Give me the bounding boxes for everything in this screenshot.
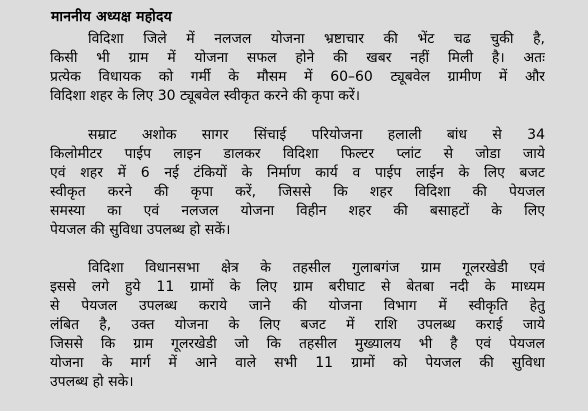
paragraph-line: विदिशा विधानसभा क्षेत्र के तहसील गुलाबगंज ग्राम गूलरखेडी एवं — [88, 260, 545, 276]
paragraph-line: विदिशा शहर के लिए 30 ट्यूबवेल स्वीकृत करने की कृपा करें। — [50, 88, 361, 104]
paragraph-line: सम्राट अशोक सागर सिंचाई परियोजना हलाली बांध से 34 — [88, 127, 545, 143]
paragraph-line: से पेयजल उपलब्ध कराये जाने की योजना विभाग में स्वीकृति हेतु — [50, 298, 545, 314]
paragraph-line: स्वीकृत करने की कृपा करें, जिससे कि शहर विदिशा की पेयजल — [50, 184, 545, 200]
paragraph-2 — [50, 126, 545, 240]
paragraph-3 — [50, 259, 545, 392]
paragraph-1 — [50, 30, 545, 106]
paragraph-line: विदिशा जिले में नलजल योजना भ्रष्टाचार की भेंट चढ चुकी है, — [88, 31, 545, 47]
paragraph-line: इससे लगे हुये 11 ग्रामों के लिए ग्राम बरीघाट से बेतबा नदी के माध्यम — [50, 279, 545, 295]
salutation-heading: माननीय अध्यक्ष महोदय — [51, 9, 172, 25]
paragraph-line: पेयजल की सुविधा उपलब्ध हो सकें। — [50, 222, 231, 238]
paragraph-line: उपलब्ध हो सके। — [50, 374, 134, 390]
paragraph-line: एवं शहर में 6 नई टंकियों के निर्माण कार्य व पाईप लाईन के लिए बजट — [50, 165, 545, 181]
paragraph-line: प्रत्येक विधायक को गर्मी के मौसम में 60–60 ट्यूबवेल ग्रामीण में और — [50, 69, 545, 85]
paragraph-line: किसी भी ग्राम में योजना सफल होने की खबर नहीं मिली है। अतः — [50, 50, 545, 66]
paragraph-line: किलोमीटर पाईप लाइन डालकर विदिशा फिल्टर प्लांट से जोडा जाये — [50, 146, 545, 162]
paragraph-line: समस्या का एवं नलजल योजना विहीन शहर की बसाहटों के लिए — [50, 203, 545, 219]
paragraph-line: योजना के मार्ग में आने वाले सभी 11 ग्रामों को पेयजल की सुविधा — [50, 355, 545, 371]
paragraph-line: जिससे कि ग्राम गूलरखेडी जो कि तहसील मुख्यालय भी है एवं पेयजल — [50, 336, 545, 352]
paragraph-line: लंबित है, उक्त योजना के लिए बजट में राशि उपलब्ध कराई जाये — [50, 317, 545, 333]
